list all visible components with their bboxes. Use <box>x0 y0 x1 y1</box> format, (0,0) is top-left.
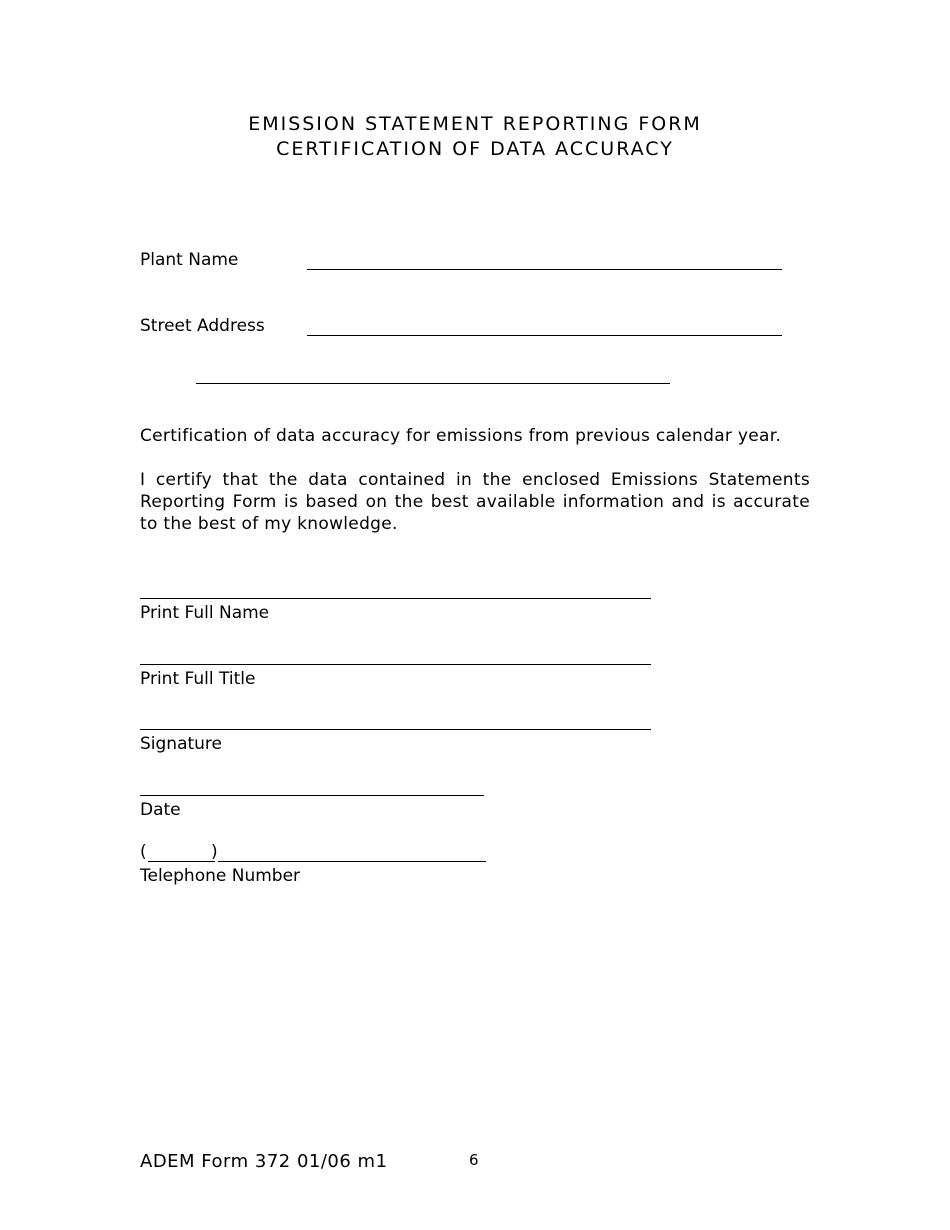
area-code-field[interactable] <box>148 842 215 862</box>
form-title <box>0 112 950 162</box>
print-title-block <box>140 644 651 689</box>
signature-label: Signature <box>140 734 223 754</box>
form-title-line2: CERTIFICATION OF DATA ACCURACY <box>276 138 674 160</box>
date-block <box>140 775 484 820</box>
form-title-line1: EMISSION STATEMENT REPORTING FORM <box>248 113 702 135</box>
date-field[interactable] <box>140 775 484 796</box>
certification-paragraph: I certify that the data contained in the enclosed Emissions Statements Reporting Form is based on the best available information and is accurate to the best of my knowledge. <box>140 470 810 534</box>
phone-open-paren: ( <box>140 842 147 862</box>
telephone-block <box>140 842 486 886</box>
print-title-label: Print Full Title <box>140 669 256 689</box>
street-address-field[interactable] <box>307 316 782 336</box>
telephone-label: Telephone Number <box>140 866 301 886</box>
signature-block <box>140 709 651 754</box>
signature-field[interactable] <box>140 709 651 730</box>
form-identifier: ADEM Form 372 01/06 m1 <box>140 1151 388 1172</box>
print-name-label: Print Full Name <box>140 603 270 623</box>
plant-name-label: Plant Name <box>140 250 239 270</box>
plant-name-field[interactable] <box>307 250 782 270</box>
print-name-field[interactable] <box>140 578 651 599</box>
date-label: Date <box>140 800 181 820</box>
street-address-line2-field[interactable] <box>196 364 670 384</box>
telephone-input-row <box>140 842 486 862</box>
phone-number-field[interactable] <box>218 842 486 862</box>
print-title-field[interactable] <box>140 644 651 665</box>
phone-close-paren: ) <box>211 842 218 862</box>
street-address-label: Street Address <box>140 316 265 336</box>
page-number: 6 <box>469 1151 479 1169</box>
intro-paragraph: Certification of data accuracy for emissions from previous calendar year. <box>140 426 782 446</box>
print-name-block <box>140 578 651 623</box>
